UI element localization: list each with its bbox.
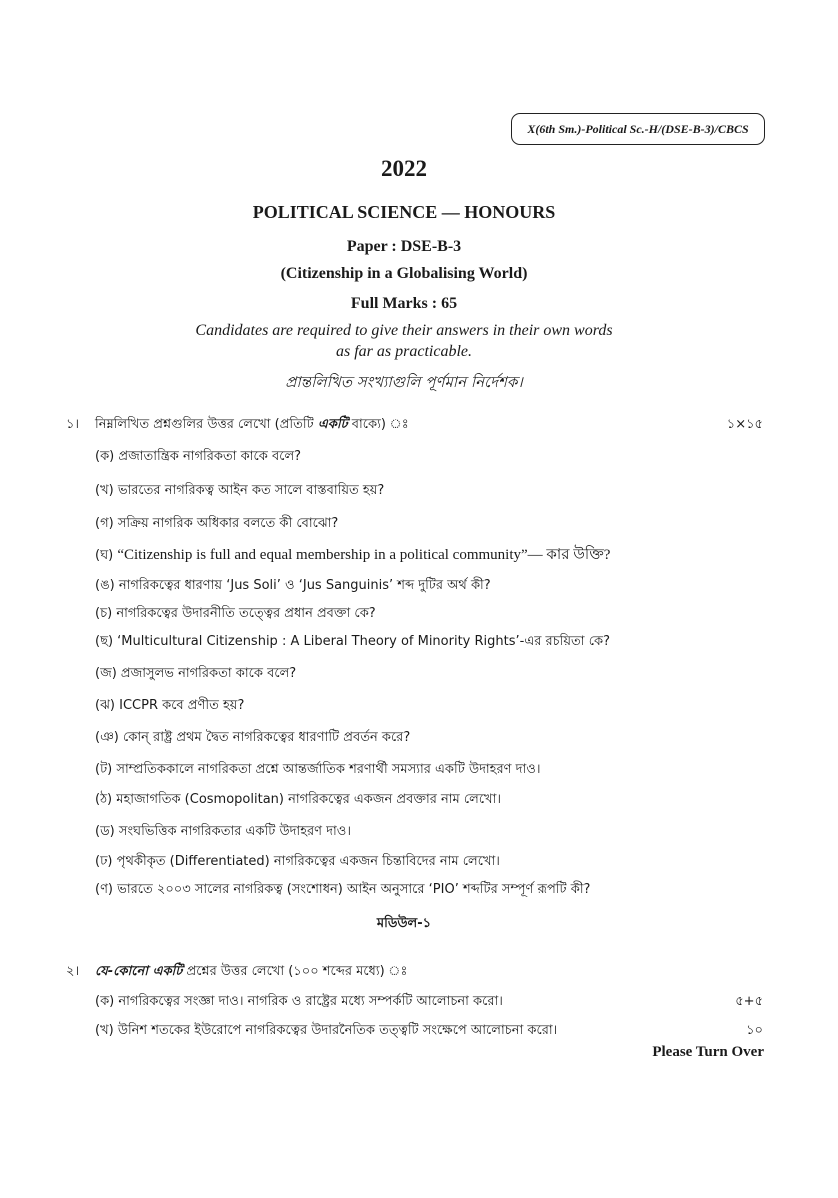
q2-item-marks: ১০ xyxy=(746,1023,763,1038)
q1-item: (ঘ) “Citizenship is full and equal membership in a political community”— কার উক্তি? xyxy=(95,547,611,563)
instruction-line-2: as far as practicable. xyxy=(336,343,472,360)
q1-prompt-after: বাক্যে) ঃ xyxy=(347,417,409,432)
instructions xyxy=(0,320,808,362)
q2-item: (ক) নাগরিকত্বের সংজ্ঞা দাও। নাগরিক ও রাষ্ট্রের মধ্যে সম্পর্কটি আলোচনা করো। xyxy=(95,994,503,1009)
q1-item: (ট) সাম্প্রতিককালে নাগরিকতা প্রশ্নে আন্তর্জাতিক শরণার্থী সমস্যার একটি উদাহরণ দাও। xyxy=(95,762,541,777)
please-turn-over: Please Turn Over xyxy=(652,1044,764,1060)
module-heading: মডিউল-১ xyxy=(376,916,432,931)
question-2-prompt xyxy=(95,962,407,983)
q1-item: (ড) সংঘভিত্তিক নাগরিকতার একটি উদাহরণ দাও। xyxy=(95,824,351,839)
q1-item: (ঞ) কোন্ রাষ্ট্র প্রথম দ্বৈত নাগরিকত্বের ধারণাটি প্রবর্তন করে? xyxy=(95,730,411,745)
q1-item: (ঢ) পৃথকীকৃত (Differentiated) নাগরিকত্বের একজন চিন্তাবিদের নাম লেখো। xyxy=(95,854,500,869)
q1-item: (ছ) ‘Multicultural Citizenship : A Liberal Theory of Minority Rights’-এর রচয়িতা কে? xyxy=(95,634,610,649)
course-title: (Citizenship in a Globalising World) xyxy=(280,265,528,282)
exam-year: 2022 xyxy=(381,156,427,181)
instruction-line-1: Candidates are required to give their answers in their own words xyxy=(195,322,613,339)
q1-item: (চ) নাগরিকত্বের উদারনীতি তত্ত্বের প্রধান প্রবক্তা কে? xyxy=(95,606,376,621)
q1-item: (জ) প্রজাসুলভ নাগরিকতা কাকে বলে? xyxy=(95,666,297,681)
question-1-prompt xyxy=(95,415,409,436)
subject-title: POLITICAL SCIENCE — HONOURS xyxy=(252,202,556,222)
paper-code-box: X(6th Sm.)-Political Sc.-H/(DSE-B-3)/CBCS xyxy=(511,113,765,145)
q1-item: (ক) প্রজাতান্ত্রিক নাগরিকতা কাকে বলে? xyxy=(95,449,302,464)
q1-item: (খ) ভারতের নাগরিকত্ব আইন কত সালে বাস্তবায়িত হয়? xyxy=(95,483,385,498)
q2-prompt-after: প্রশ্নের উত্তর লেখো (১০০ শব্দের মধ্যে) ঃ xyxy=(182,964,408,979)
instruction-bengali: প্রান্তলিখিত সংখ্যাগুলি পূর্ণমান নির্দেশক। xyxy=(285,373,523,391)
q1-item: (ঝ) ICCPR কবে প্রণীত হয়? xyxy=(95,698,245,713)
full-marks: Full Marks : 65 xyxy=(350,295,458,312)
question-2-number: ২। xyxy=(66,964,80,979)
question-1-number: ১। xyxy=(66,417,80,432)
paper-code: Paper : DSE-B-3 xyxy=(346,238,462,255)
q1-prompt-before: নিম্নলিখিত প্রশ্নগুলির উত্তর লেখো (প্রতিটি xyxy=(95,417,318,432)
q1-item: (ঠ) মহাজাগতিক (Cosmopolitan) নাগরিকত্বের একজন প্রবক্তার নাম লেখো। xyxy=(95,792,502,807)
q1-prompt-emphasis: একটি xyxy=(317,417,348,432)
q1-item: (ঙ) নাগরিকত্বের ধারণায় ‘Jus Soli’ ও ‘Jus Sanguinis’ শব্দ দুটির অর্থ কী? xyxy=(95,578,491,593)
q2-prompt-emphasis: যে-কোনো একটি xyxy=(95,964,183,979)
q1-item: (গ) সক্রিয় নাগরিক অধিকার বলতে কী বোঝো? xyxy=(95,516,339,531)
q2-item: (খ) উনিশ শতকের ইউরোপে নাগরিকত্বের উদারনৈতিক তত্ত্বটি সংক্ষেপে আলোচনা করো। xyxy=(95,1023,558,1038)
q2-item-marks: ৫+৫ xyxy=(735,994,763,1009)
q1-item: (ণ) ভারতে ২০০৩ সালের নাগরিকত্ব (সংশোধন) আইন অনুসারে ‘PIO’ শব্দটির সম্পূর্ণ রূপটি কী? xyxy=(95,882,591,897)
question-1-marks: ১×১৫ xyxy=(726,417,763,432)
